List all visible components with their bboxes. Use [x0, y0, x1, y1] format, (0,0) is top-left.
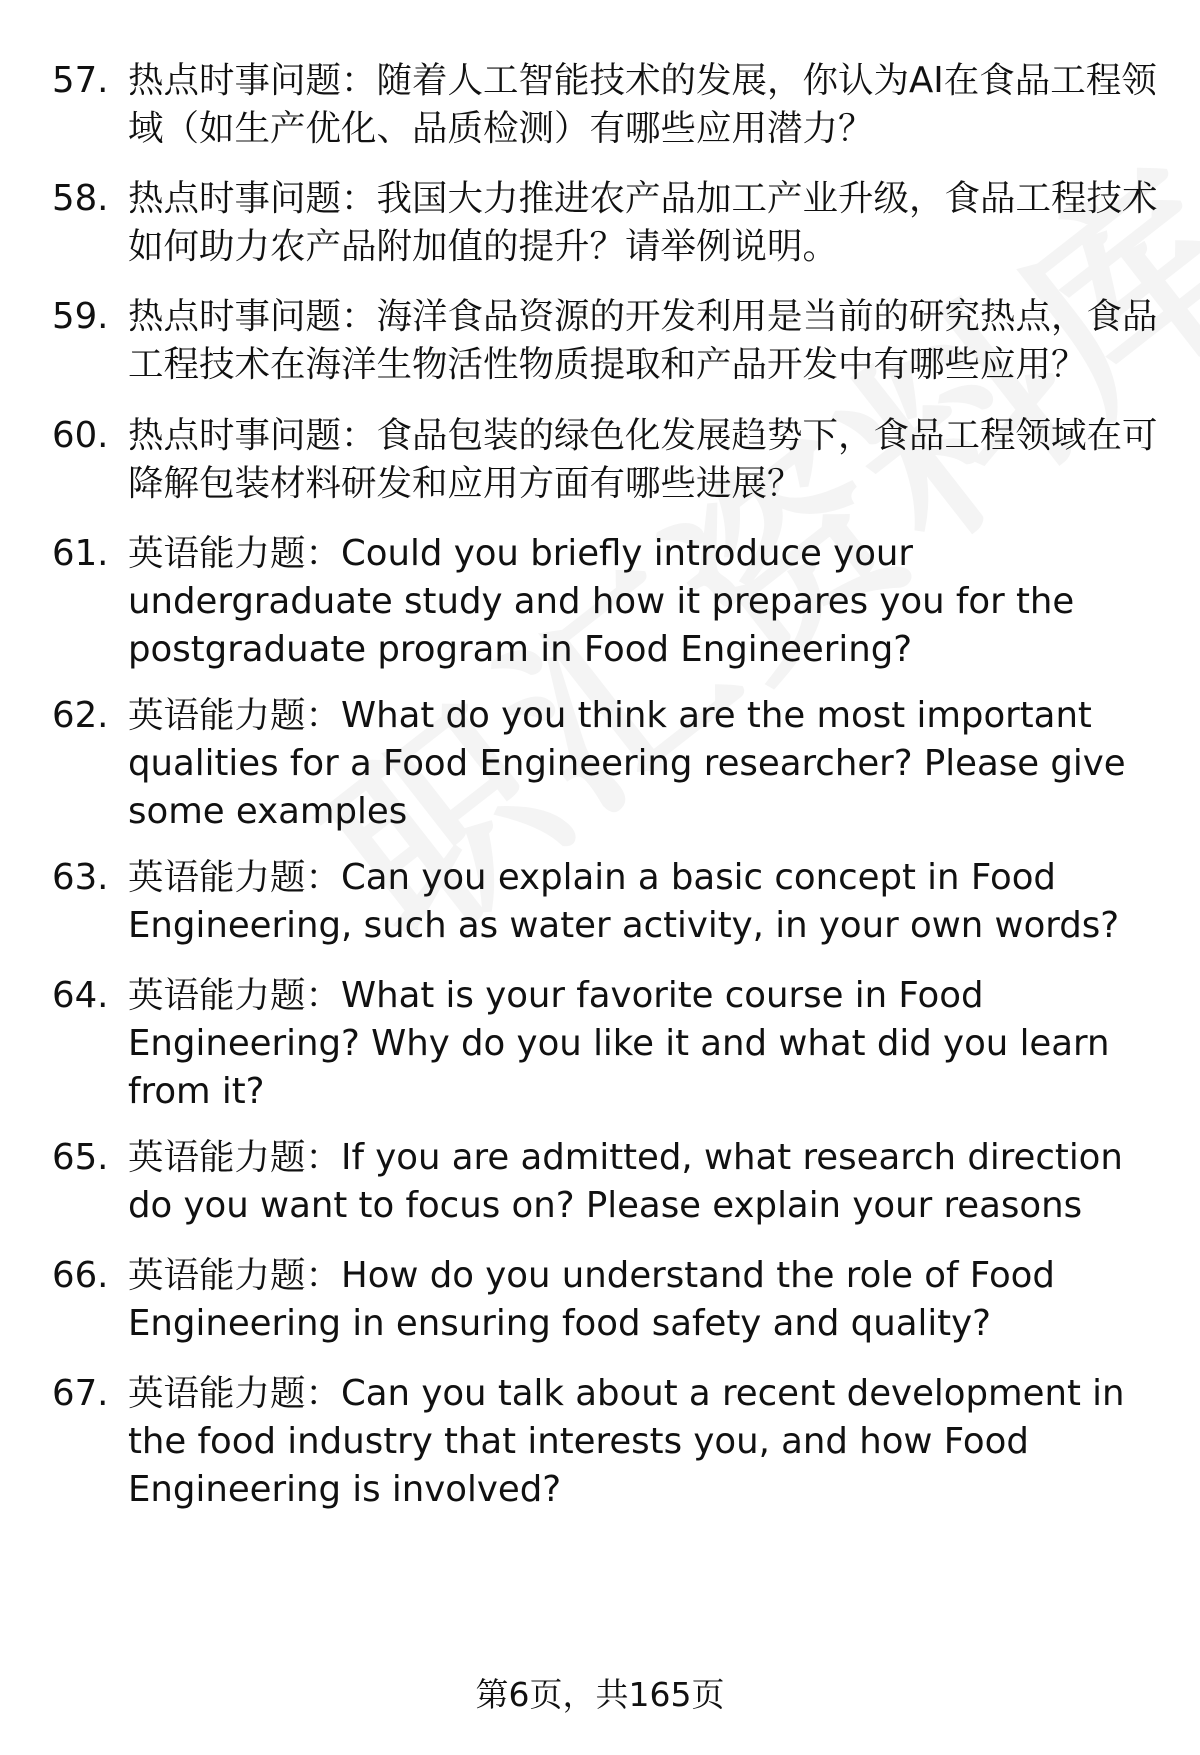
question-text: 英语能力题：How do you understand the role of Food Engineering in ensuring food safety and quality? [128, 1255, 1055, 1344]
question-text: 英语能力题：Could you briefly introduce your undergraduate study and how it prepares you for the postgraduate program in Food Engineering? [128, 533, 1075, 670]
question-text: 热点时事问题：食品包装的绿色化发展趋势下，食品工程领域在可降解包装材料研发和应用方面有哪些进展？ [128, 415, 1158, 504]
question-text: 热点时事问题：随着人工智能技术的发展，你认为AI在食品工程领域（如生产优化、品质检测）有哪些应用潜力？ [128, 60, 1157, 149]
question-number: 61. [52, 533, 109, 574]
question-number: 67. [52, 1373, 109, 1414]
question-item [52, 854, 1162, 950]
question-item [52, 57, 1162, 153]
question-number: 62. [52, 695, 109, 736]
question-item [52, 412, 1162, 508]
question-text: 英语能力题：Can you talk about a recent development in the food industry that interests you, and how Food Engineering is involved? [128, 1373, 1125, 1510]
question-text: 英语能力题：What do you think are the most important qualities for a Food Engineering researcher? Please give some examples [128, 695, 1126, 832]
question-item [52, 1370, 1162, 1514]
question-number: 57. [52, 60, 109, 101]
question-item [52, 692, 1162, 836]
question-text: 热点时事问题：我国大力推进农产品加工产业升级，食品工程技术如何助力农产品附加值的提升？请举例说明。 [128, 178, 1158, 267]
question-item [52, 972, 1162, 1116]
question-number: 66. [52, 1255, 109, 1296]
question-item [52, 1134, 1162, 1230]
question-number: 63. [52, 857, 109, 898]
question-text: 英语能力题：What is your favorite course in Food Engineering? Why do you like it and what did you learn from it? [128, 975, 1110, 1112]
question-number: 58. [52, 178, 109, 219]
page-footer: 第6页，共165页 [475, 1675, 725, 1714]
question-item [52, 175, 1162, 271]
question-number: 64. [52, 975, 109, 1016]
question-item [52, 530, 1162, 674]
question-number: 59. [52, 296, 109, 337]
question-text: 热点时事问题：海洋食品资源的开发利用是当前的研究热点，食品工程技术在海洋生物活性物质提取和产品开发中有哪些应用？ [128, 296, 1158, 385]
question-text: 英语能力题：Can you explain a basic concept in Food Engineering, such as water activity, in your own words? [128, 857, 1120, 946]
question-item [52, 1252, 1162, 1348]
question-text: 英语能力题：If you are admitted, what research direction do you want to focus on? Please explain your reasons [128, 1137, 1123, 1226]
question-number: 60. [52, 415, 109, 456]
question-item [52, 293, 1162, 389]
question-number: 65. [52, 1137, 109, 1178]
